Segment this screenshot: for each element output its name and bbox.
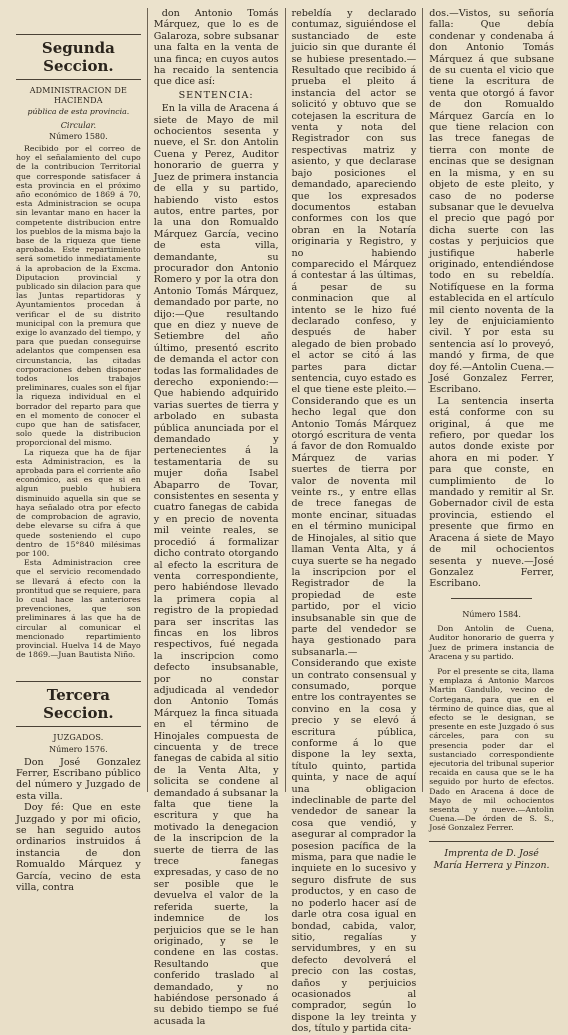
columns — [10, 8, 560, 1035]
column-2 — [147, 8, 285, 1027]
admin-header: ADMINISTRACION DE HACIENDA — [29, 86, 128, 105]
circular-number: Número 1580. — [49, 132, 108, 142]
admin-subheader: pública de esta provincia. — [27, 107, 130, 117]
circular-paragraph-2: La riqueza que ha de fijar esta Administracion, es la aprobada para el corriente año económico, asi es que si en algun pueblo hubiera disminuido aquella sin que se haya señalado otra por efecto de comprobacion de agravio, debe elevarse su cifra á que quede sosteniendo el cupo dentro de 15°840 milésimas por 100. — [16, 447, 141, 558]
section-title-segunda: Segunda Seccion. — [16, 34, 141, 80]
column-3 — [285, 8, 423, 1035]
divider — [451, 598, 532, 599]
circular-paragraph-1: Recibido por el correo de hoy el señalamiento del cupo de la contribucion Territorial que corresponde satisfacer á esta provincia en el próximo año económico de 1869 á 70, esta Administracion se ocupa sin levantar mano en hacer la competente distribucion entre los pueblos de la misma bajo la base de la riqueza que tiene aprobada. Este repartimiento será sometido inmediatamente á la aprobacion de la Excma. Diputacion provincial y publicado sin dilacion para que las Juntas repartidoras y Ayuntamientos procedan á verificar el de su distrito municipal con la premura que exige lo avanzado del tiempo, y para que puedan conseguirse adelantos que compensen esa circunstancia, las citadas corporaciones deben disponer todos los trabajos preliminares, cuales son el fijar la riqueza individual en el borrador del reparto para que en el momento de conocer el cupo que han de satisfacer, solo quede la distribucion proporcional del mismo. — [16, 143, 141, 448]
col4-certificacion: La sentencia inserta está conforme con su original, á que me refiero, por quedar los autos donde existe por ahora en mi poder. Y para que conste, en cumplimiento de lo mandado y remitir al Sr. Gobernador civil de esta provincia, estiendo el presente que firmo en Aracena á siete de Mayo de mil ochocientos sesenta y nueve.—José Gonzalez Ferrer, Escribano. — [429, 395, 554, 590]
juzgado-number: Número 1576. — [49, 744, 108, 754]
col2-sentencia-text: En la villa de Aracena á siete de Mayo de mil ochocientos sesenta y nueve, el Sr. don Antolin Cuena y Perez, Auditor honorario de guerra y Juez de primera instancia de ella y su partido, habiendo visto estos autos, entre partes, por la una don Romualdo Márquez García, vecino de esta villa, demandante, su procurador don Antonio Romero y por la otra don Antonio Tomás Márquez, demandado por parte, no dijo:—Que resultando que en diez y nueve de Setiembre del año último, presentó escrito de demanda el actor con todas las formalidades de derecho exponiendo:—Que habiendo adquirido varias suertes de tierra y arbolado en subasta pública anunciada por el demandado y pertenecientes á la testamentaria de su mujer doña Isabel Abaparro de Tovar, consistentes en sesenta y cuatro fanegas de cabida y en precio de noventa mil veinte reales, se procedió á formalizar dicho contrato otorgando al efecto la escritura de venta correspondiente, pero habiéndose llevado la primera copia al registro de la propiedad para ser inscritas las fincas en los libros respectivos, fué negada la inscripcion como defecto insubsanable, por no constar adjudicada al vendedor don Antonio Tomás Márquez la finca situada en el término de Hinojales compuesta de cincuenta y de trece fanegas de cabida al sitio de la Venta Alta, y solicita se condene al demandado á subsanar la falta que tiene la escritura y que ha motivado la denegacion de la inscripcion de la suerte de tierra de las trece fanegas expresadas, y caso de no ser posible que le devuelva el valor de la referida suerte, la indemnice de los perjuicios que se le han originado, y se le condene en las costas. Resultando que conferido traslado al demandado, y no habiéndose personado á su debido tiempo se fué acusada la — [153, 103, 279, 1027]
juzgados-header: JUZGADOS. — [53, 733, 104, 743]
col2-intro: don Antonio Tomás Márquez, que lo es de Galaroza, sobre subsanar una falta en la venta de una finca; en cuyos autos ha recaido la sentencia que dice así: — [153, 8, 279, 88]
col4-edicto: Por el presente se cita, llama y emplaza á Antonio Marcos Martin Gandullo, vecino de Cortegana, para que en el término de quince dias, que al efecto se le designan, se presente en este Juzgado ó sus cárceles, para con su presencia poder dar el sustanciado correspondiente ejecutoria del tribunal superior recaida en causa que se le ha seguido por hurto de efectos. Dado en Aracena á doce de Mayo de mil ochocientos sesenta y nueve.—Antolin Cuena.—De órden de S. S., José Gonzalez Ferrer. — [429, 666, 554, 833]
juzgado-paragraph-1: Don José Gonzalez Ferrer, Escribano público del número y Juzgado de esta villa. — [16, 756, 141, 802]
column-1 — [10, 8, 147, 893]
col3-text: rebeldía y declarado contumaz, siguiéndose el sustanciado de este juicio sin que durante él se hubiese presentado.—Resultado que recibido á prueba el pleito á instancia del actor se solicitó y obtuvo que se cotejasen la escritura de venta y nota del Registrador con sus respectivas matriz y asiento, y que declarase bajo posiciones el demandado, apareciendo que los expresados documentos estaban conformes con los que obran en la Notaría originaria y Registro, y no habiendo comparecido el Márquez á contestar á las últimas, á pesar de su conminacion que al intento se le hizo fué declarado confeso, y después de haber alegado de bien probado el actor se citó á las partes para dictar sentencia, cuyo estado es el que tiene este pleito.—Considerando que es un hecho legal que don Antonio Tomás Márquez otorgó escritura de venta á favor de don Romualdo Márquez de varias suertes de tierra por valor de noventa mil veinte rs., y entre ellas de trece fanegas de monte encinar, situadas en el término municipal de Hinojales, al sitio que llaman Venta Alta, y á cuya suerte se ha negado la inscripcion por el Registrador de la propiedad de este partido, por el vicio insubsanable sin que de parte del vendedor se haya gestionado para subsanarla.—Considerando que existe un contrato consensual y consumado, porque entre los contrayentes se convino en la cosa y precio y se elevó á escritura pública, conforme á lo que dispone la ley sexta, título quinto, partida quinta, y nace de aquí una obligacion indeclinable de parte del vendedor de sanear la cosa que vendió, y asegurar al comprador la posesion pacífica de la misma, para que nadie le inquiete en lo sucesivo y seguro disfrute de sus productos, y en caso de no poderlo hacer así de darle otra cosa igual en bondad, cabida, valor, sitio, regalías y servidumbres, y en su defecto devolverá el precio con las costas, daños y perjuicios ocasionados al comprador, según lo dispone la ley treinta y dos, título y partida cita- — [291, 8, 417, 1035]
col4-number: Número 1584. — [462, 609, 521, 619]
col4-fallo: dos.—Vistos, su señoría falla: Que debía condenar y condenaba á don Antonio Tomás Márquez á que subsane de su cuenta el vicio que tiene la escritura de venta que otorgó á favor de don Romualdo Márquez García en lo que tiene relacion con las trece fanegas de tierra con monte de encinas que se designan en la misma, y en su objeto de este pleito, y caso de no poderse subsanar que le devuelva el precio que pagó por dicha suerte con las costas y perjuicios que justifique haberle originado, entendiéndose todo en su rebeldía. Notifíquese en la forma establecida en el artículo mil ciento noventa de la ley de enjuiciamiento civil. Y por esta su sentencia así lo proveyó, mandó y firma, de que doy fé.—Antolin Cuena.—José Gonzalez Ferrer, Escribano. — [429, 8, 554, 396]
circular-paragraph-3: Esta Administracion cree que el servicio recomendado se llevará á efecto con la prontitud que se requiere, para lo cual hace las anteriores prevenciones, que son preliminares á las que ha de circular al comunicar el mencionado repartimiento provincial. Huelva 14 de Mayo de 1869.—Juan Bautista Niño. — [16, 558, 141, 660]
section-title-tercera: Tercera Seccion. — [16, 681, 141, 727]
imprenta-footer: Imprenta de D. José María Herrera y Pinzon. — [429, 841, 554, 878]
circular-label: Circular. — [60, 119, 97, 130]
sentencia-heading: SENTENCIA: — [178, 89, 254, 101]
juzgado-paragraph-2: Doy fé: Que en este Juzgado y por mi oficio, se han seguido autos ordinarios instruidos á instancia de don Romualdo Márquez y García, vecino de esta villa, contra — [16, 802, 141, 893]
col4-juez: Don Antolin de Cuena, Auditor honorario de guerra y Juez de primera instancia de Aracena y su partido. — [429, 624, 554, 661]
column-4 — [422, 8, 560, 871]
